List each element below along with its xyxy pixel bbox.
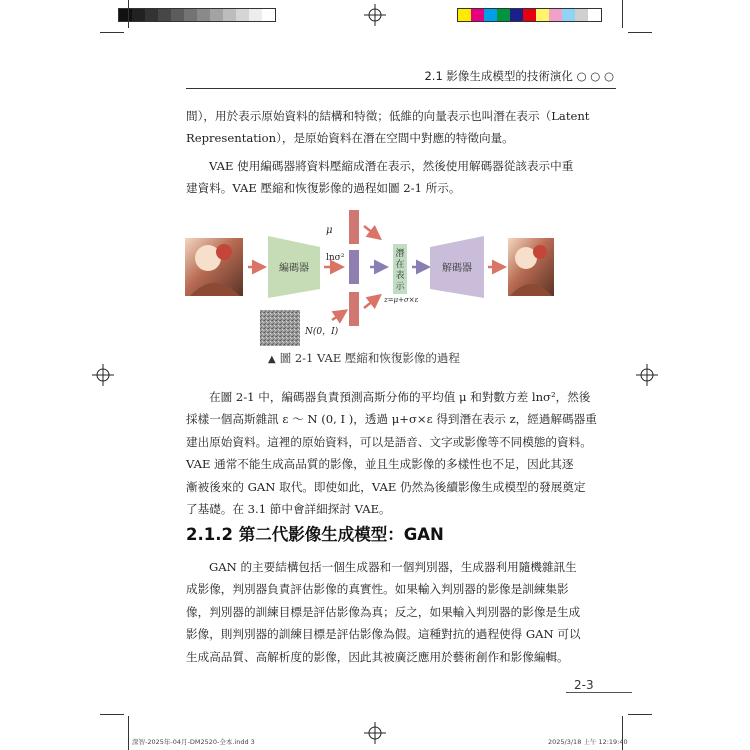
- paragraph-gan: [186, 556, 581, 668]
- page-number: 2-3: [574, 678, 594, 692]
- encoder-label: 編碼器: [279, 263, 309, 274]
- crop-mark: [128, 716, 129, 750]
- registration-mark-bottom: [364, 722, 386, 744]
- registration-mark-right: [636, 364, 658, 386]
- caption-text: 圖 2-1 VAE 壓縮和恢復影像的過程: [279, 351, 460, 365]
- section-title: 2.1.2 第二代影像生成模型：GAN: [186, 525, 444, 544]
- text-line: VAE 通常不能生成高品質的影像，並且生成影像的多樣性也不足，因此其逐: [186, 457, 574, 472]
- mu-bar: [349, 210, 359, 244]
- header-rule: [186, 88, 616, 89]
- noise-image: [260, 310, 300, 346]
- input-image: [185, 238, 243, 296]
- registration-mark-left: [92, 364, 114, 386]
- crop-mark: [128, 0, 129, 28]
- text-line: 間），用於表示原始資料的結構和特徵；低維的向量表示也叫潛在表示（Latent: [186, 109, 590, 123]
- latent-label-char: 示: [395, 282, 405, 292]
- crop-mark: [628, 32, 652, 33]
- text-line: 建出原始資料。這裡的原始資料，可以是語音、文字或影像等不同模態的資料。: [186, 434, 592, 449]
- text-line: 影像，則判別器的訓練目標是評估影像為假。這種對抗的過程使得 GAN 可以: [186, 627, 581, 642]
- text-line: VAE 使用編碼器將資料壓縮成潛在表示，然後使用解碼器從該表示中重: [209, 159, 574, 173]
- registration-mark-top: [364, 4, 386, 26]
- text-line: 生成高品質、高解析度的影像，因此其被廣泛應用於藝術創作和影像編輯。: [186, 649, 569, 664]
- arrow-mu-to-latent: [364, 226, 378, 237]
- text-line: GAN 的主要結構包括一個生成器和一個判別器，生成器利用隨機雜訊生: [209, 560, 577, 574]
- latent-label-char: 在: [395, 260, 405, 270]
- text-line: 成影像，判別器負責評估影像的真實性。如果輸入判別器的影像是訓練集影: [186, 582, 569, 597]
- lnsigma-label: lnσ²: [326, 253, 345, 263]
- latent-label-char: 表: [395, 271, 405, 281]
- mu-label: μ: [326, 225, 333, 236]
- epsilon-bar: [349, 292, 359, 326]
- grayscale-calibration-bar: [118, 8, 276, 22]
- latent-label-char: 潛: [395, 249, 405, 259]
- paragraph-intro: [186, 105, 590, 150]
- crop-mark: [628, 714, 652, 715]
- crop-mark: [100, 32, 124, 33]
- crop-mark: [622, 0, 623, 28]
- text-line: 了基礎。在 3.1 節中會詳細探討 VAE。: [186, 502, 391, 517]
- arrow-noise-to-epsilon: [332, 312, 344, 320]
- text-line: 在圖 2-1 中，編碼器負責預測高斯分佈的平均值 μ 和對數方差 lnσ²，然後: [209, 390, 591, 404]
- z-formula: z=μ+σ×ε: [384, 296, 419, 304]
- page-number-rule: [566, 692, 632, 693]
- paragraph-vae-detail: [186, 386, 597, 520]
- vae-diagram: [180, 200, 560, 348]
- caption-triangle-icon: ▲: [268, 354, 276, 365]
- crop-mark: [100, 714, 124, 715]
- decoder-label: 解碼器: [442, 263, 472, 274]
- lnsigma-bar: [349, 250, 359, 284]
- paragraph-vae-overview: [186, 155, 574, 200]
- output-image: [508, 238, 554, 296]
- arrow-epsilon-to-latent: [364, 297, 378, 308]
- text-line: 像，判別器的訓練目標是評估影像為真；反之，如果輸入判別器的影像是生成: [186, 604, 581, 619]
- color-calibration-bar: [457, 8, 602, 22]
- text-line: 採樣一個高斯雜訊 ε ～ N (0, I )，透過 μ+σ×ε 得到潛在表示 z，經過解碼器重: [186, 412, 597, 427]
- text-line: Representation），是原始資料在潛在空間中對應的特徵向量。: [186, 131, 514, 146]
- figure-caption: [268, 350, 460, 366]
- text-line: 建資料。VAE 壓縮和恢復影像的過程如圖 2-1 所示。: [186, 181, 461, 196]
- noise-label: N(0，I): [305, 327, 339, 337]
- print-slug-left: 深智-2025年-04月-DM2520-全本.indd 3: [132, 738, 255, 746]
- print-slug-right: 2025/3/18 上午 12:19:40: [548, 738, 628, 746]
- running-head: 2.1 影像生成模型的技術演化 ○ ○ ○: [424, 69, 614, 83]
- text-line: 漸被後來的 GAN 取代。即使如此，VAE 仍然為後續影像生成模型的發展奠定: [186, 479, 586, 494]
